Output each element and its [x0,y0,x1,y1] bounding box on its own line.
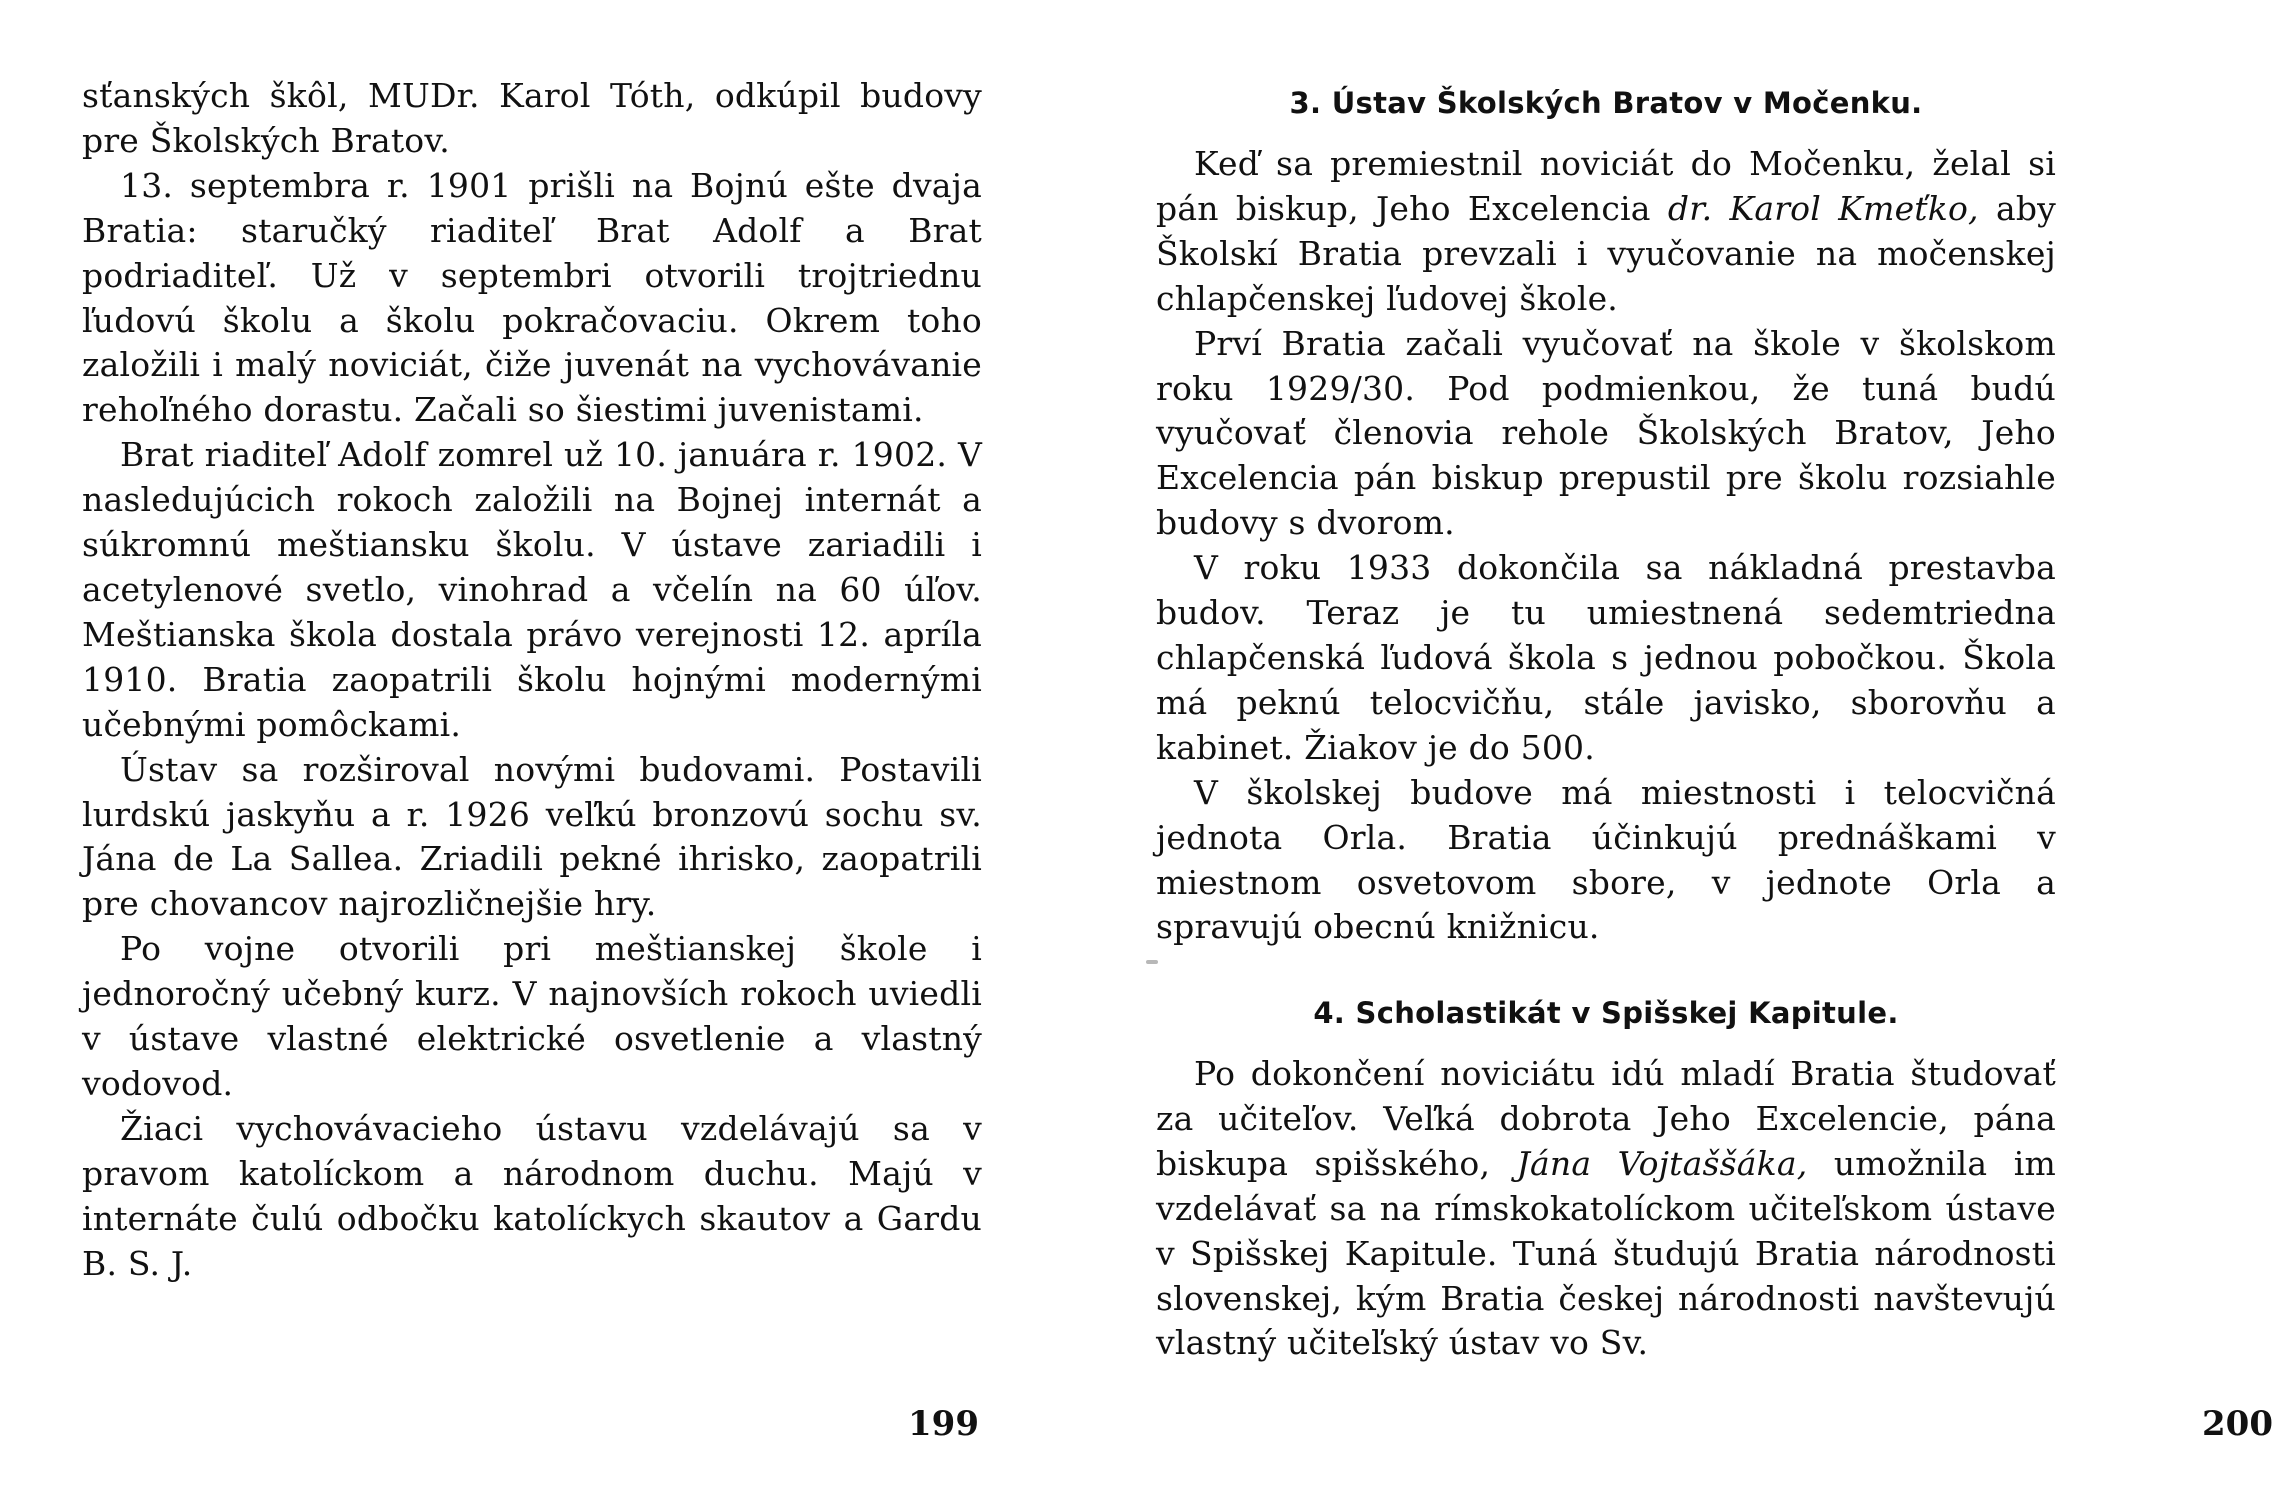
section-4-p1-part-2: umožnila im vzdelávať sa na rímskokatolíckom učiteľskom ústave v Spišskej Kapitule. Tuná študujú Bratia národnosti slovenskej, kým Bratia českej národnosti navštevujú vlastný učiteľský ústav vo Sv. [1156,1143,2056,1363]
left-paragraph-5: Po vojne otvorili pri meštianskej škole i jednoročný učebný kurz. V najnovších rokoch uviedli v ústave vlastné elektrické osvetlenie a vlastný vodovod. [82,929,982,1103]
section-3-text [1156,142,2056,950]
section-4-p1-italic-name: Jána Vojtaššáka, [1516,1143,1808,1183]
page-number-right: 200 [2202,1404,2273,1444]
right-page [1054,0,2273,1500]
section-3-paragraph-2: Prví Bratia začali vyučovať na škole v školskom roku 1929/30. Pod podmienkou, že tuná budú vyučovať členovia rehole Školských Bratov, Jeho Excelencia pán biskup prepustil pre školu rozsiahle budovy s dvorom. [1156,323,2056,543]
left-paragraph-3: Brat riaditeľ Adolf zomrel už 10. januára r. 1902. V nasledujúcich rokoch založili na Bojnej internát a súkromnú meštiansku školu. V ústave zariadili i acetylenové svetlo, vinohrad a včelín na 60 úľov. Meštianska škola dostala právo verejnosti 12. apríla 1910. Bratia zaopatrili školu hojnými modernými učebnými pomôckami. [82,435,982,744]
section-4-text [1156,1052,2056,1366]
page-number-left: 199 [908,1404,979,1444]
section-4-heading: 4. Scholastikát v Spišskej Kapitule. [1313,996,1899,1030]
left-page-text [82,74,982,1286]
section-4-p1-part-1: Po dokončení noviciátu idú mladí Bratia študovať za učiteľov. Veľká dobrota Jeho Excelencie, pána biskupa spišského, [1156,1054,2056,1183]
section-3-paragraph-3: V roku 1933 dokončila sa nákladná prestavba budov. Teraz je tu umiestnená sedemtriedna chlapčenská ľudová škola s jednou pobočkou. Škola má peknú telocvičňu, stále javisko, sborovňu a kabinet. Žiakov je do 500. [1156,548,2056,767]
left-page [0,0,1054,1500]
section-3-heading: 3. Ústav Školských Bratov v Močenku. [1289,86,1923,120]
section-3-paragraph-4: V školskej budove má miestnosti i telocvičná jednota Orla. Bratia účinkujú prednáškami v miestnom osvetovom sbore, v jednote Orla a spravujú obecnú knižnicu. [1156,772,2056,947]
section-3-p1-italic-name: dr. Karol Kmeťko, [1667,188,1979,228]
section-4-paragraph-1 [1156,1052,2056,1366]
print-speck [1146,960,1158,964]
left-paragraph-6: Žiaci vychovávacieho ústavu vzdelávajú sa v pravom katolíckom a národnom duchu. Majú v internáte čulú odbočku katolíckych skautov a Gardu B. S. J. [82,1108,982,1283]
section-3-p1-part-1: Keď sa premiestnil noviciát do Močenku, želal si pán biskup, Jeho Excelencia [1156,144,2056,228]
section-3-p1-part-2: aby Školskí Bratia prevzali i vyučovanie na močenskej chlapčenskej ľudovej škole. [1156,188,2057,318]
section-3-paragraph-1 [1156,142,2056,322]
left-paragraph-1: sťanských škôl, MUDr. Karol Tóth, odkúpil budovy pre Školských Bratov. [82,76,982,160]
left-paragraph-4: Ústav sa rozširoval novými budovami. Postavili lurdskú jaskyňu a r. 1926 veľkú bronzovú sochu sv. Jána de La Sallea. Zriadili pekné ihrisko, zaopatrili pre chovancov najrozličnejšie hry. [82,749,982,924]
left-paragraph-2: 13. septembra r. 1901 prišli na Bojnú ešte dvaja Bratia: staručký riaditeľ Brat Adolf a Brat podriaditeľ. Už v septembri otvorili trojtriednu ľudovú školu a školu pokračovaciu. Okrem toho založili i malý noviciát, čiže juvenát na vychovávanie rehoľného dorastu. Začali so šiestimi juvenistami. [82,165,982,430]
